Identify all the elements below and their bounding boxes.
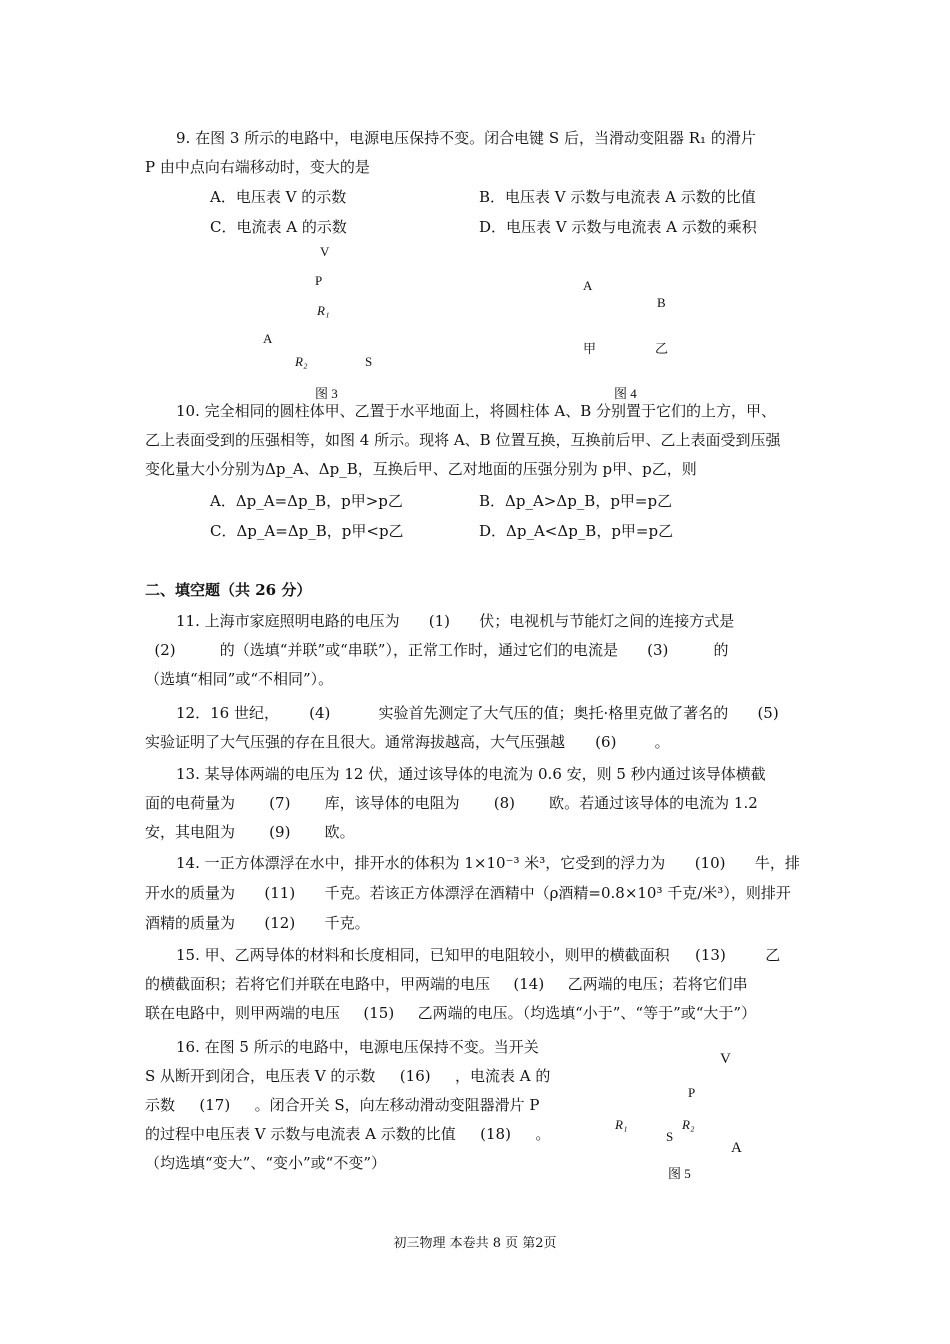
q16-text: 示数 <box>145 1096 176 1114</box>
blank-18: (18) <box>480 1125 511 1143</box>
q12-line1 <box>176 702 803 723</box>
fig3-label-a: A <box>263 331 273 346</box>
q13-line3 <box>145 821 355 842</box>
q14-text: 14. 一正方体漂浮在水中，排开水的体积为 1×10⁻³ 米³，它受到的浮力为 <box>176 854 666 872</box>
fig3-label-r1: R₁ <box>317 303 330 318</box>
q12-text: 12．16 世纪， <box>176 704 279 722</box>
fig3-label-r2: R₂ <box>295 354 308 369</box>
q9-line1: 9. 在图 3 所示的电路中，电源电压保持不变。闭合电键 S 后，当滑动变阻器 R₁ 的滑片 <box>176 129 756 147</box>
q13-text: 欧。若通过该导体的电流为 1.2 <box>549 794 758 812</box>
q12-line2 <box>145 731 670 752</box>
blank-15: (15) <box>363 1004 395 1022</box>
q10-line2: 乙上表面受到的压强相等，如图 4 所示。现将 A、B 位置互换，互换前后甲、乙上表面受到压强 <box>145 431 781 449</box>
blank-14: (14) <box>513 975 545 993</box>
fig4-label-jia: 甲 <box>583 341 597 356</box>
blank-11: (11) <box>264 884 296 902</box>
q14-line3 <box>145 912 370 933</box>
fig5-label-s: S <box>666 1129 674 1144</box>
q15-text: 15. 甲、乙两导体的材料和长度相同，已知甲的电阻较小，则甲的横截面积 <box>176 946 670 964</box>
fig4-label-a: A <box>583 278 593 293</box>
q15-text: 联在电路中，则甲两端的电压 <box>145 1004 341 1022</box>
blank-8: (8) <box>493 794 515 812</box>
fig3-label-p: P <box>315 273 323 288</box>
blank-12: (12) <box>264 914 296 932</box>
q13-text: 欧。 <box>324 823 355 841</box>
blank-7: (7) <box>269 794 291 812</box>
q13-line2 <box>145 792 758 813</box>
q14-text: 千克。若该正方体漂浮在酒精中（ρ酒精=0.8×10³ 千克/米³），则排开 <box>324 884 791 902</box>
q12-text: 。 <box>654 733 670 751</box>
q15-text: 乙 <box>765 946 781 964</box>
section-title: 二、填空题（共 26 分） <box>145 581 312 599</box>
fig3-caption: 图 3 <box>315 386 338 401</box>
fig5-label-v: V <box>720 1051 731 1067</box>
q13-line1: 13. 某导体两端的电压为 12 伏，通过该导体的电流为 0.6 安，则 5 秒内通过该导体横截 <box>176 765 766 783</box>
blank-17: (17) <box>199 1096 231 1114</box>
q16-line2 <box>145 1065 550 1086</box>
q16-line5: （均选填“变大”、“变小”或“不变”） <box>145 1154 387 1172</box>
q11-text: 伏；电视机与节能灯之间的连接方式是 <box>479 612 735 630</box>
q9-option-a: A．电压表 V 的示数 <box>210 188 347 206</box>
q11-line3: （选填“相同”或“不相同”）。 <box>145 670 334 688</box>
q11-text: 的 <box>713 641 729 659</box>
blank-4: (4) <box>309 704 331 722</box>
q14-line1 <box>176 852 800 873</box>
blank-3: (3) <box>647 641 669 659</box>
q13-text: 安，其电阻为 <box>145 823 236 841</box>
q16-text: 。闭合开关 S，向左移动滑动变阻器滑片 P <box>254 1096 540 1114</box>
q16-text: S 从断开到闭合，电压表 V 的示数 <box>145 1067 376 1085</box>
q16-line1: 16. 在图 5 所示的电路中，电源电压保持不变。当开关 <box>176 1038 539 1056</box>
q14-text: 酒精的质量为 <box>145 914 236 932</box>
q11-line2 <box>145 639 729 660</box>
q14-text: 开水的质量为 <box>145 884 236 902</box>
blank-2: (2) <box>154 641 176 659</box>
q12-text: 实验证明了大气压强的存在且很大。通常海拔越高，大气压强越 <box>145 733 566 751</box>
fig5-label-r2: R₂ <box>682 1117 695 1132</box>
q13-text: 库，该导体的电阻为 <box>324 794 460 812</box>
q11-text: 的（选填“并联”或“串联”），正常工作时，通过它们的电流是 <box>219 641 618 659</box>
q13-text: 面的电荷量为 <box>145 794 236 812</box>
q15-text: 的横截面积；若将它们并联在电路中，甲两端的电压 <box>145 975 491 993</box>
page-footer: 初三物理 本卷共 8 页 第2页 <box>393 1236 557 1251</box>
q16-line3 <box>145 1094 540 1115</box>
fig3-label-v: V <box>320 244 330 259</box>
blank-6: (6) <box>595 733 617 751</box>
q16-text: 的过程中电压表 V 示数与电流表 A 示数的比值 <box>145 1125 456 1143</box>
blank-13: (13) <box>695 946 726 964</box>
fig4-caption: 图 4 <box>614 386 637 401</box>
fig5-label-p: P <box>688 1085 696 1100</box>
q11-line1 <box>176 610 734 631</box>
blank-1: (1) <box>428 612 451 630</box>
fig5-caption: 图 5 <box>668 1166 691 1181</box>
q15-text: 乙两端的电压。（均选填“小于”、“等于”或“大于”） <box>417 1004 757 1022</box>
fig4-label-yi: 乙 <box>655 341 669 356</box>
q15-line3 <box>145 1002 756 1023</box>
q9-option-c: C．电流表 A 的示数 <box>210 218 347 236</box>
q16-text: 。 <box>535 1125 551 1143</box>
q14-line2 <box>145 882 791 903</box>
q15-text: 乙两端的电压；若将它们串 <box>567 975 748 993</box>
q12-text: 实验首先测定了大气压的值；奥托·格里克做了著名的 <box>378 704 729 722</box>
fig4-label-b: B <box>657 295 666 310</box>
q10-option-c: C．Δp_A=Δp_B，p甲<p乙 <box>210 522 404 540</box>
q11-text: 11. 上海市家庭照明电路的电压为 <box>176 612 400 630</box>
fig5-label-r1: R₁ <box>615 1117 628 1132</box>
fig5-label-a: A <box>731 1140 742 1156</box>
q10-option-d: D．Δp_A<Δp_B，p甲=p乙 <box>479 522 674 540</box>
q9-option-b: B．电压表 V 示数与电流表 A 示数的比值 <box>479 188 756 206</box>
q10-line3: 变化量大小分别为Δp_A、Δp_B，互换后甲、乙对地面的压强分别为 p甲、p乙，则 <box>145 460 697 478</box>
blank-5: (5) <box>757 704 779 722</box>
q14-text: 牛，排 <box>754 854 800 872</box>
q10-line1: 10. 完全相同的圆柱体甲、乙置于水平地面上，将圆柱体 A、B 分别置于它们的上方，甲、 <box>176 402 777 420</box>
q10-option-b: B．Δp_A>Δp_B，p甲=p乙 <box>479 492 673 510</box>
q10-option-a: A．Δp_A=Δp_B，p甲>p乙 <box>210 492 403 510</box>
blank-16: (16) <box>399 1067 431 1085</box>
blank-10: (10) <box>694 854 726 872</box>
q15-line1 <box>176 944 780 965</box>
q16-line4 <box>145 1123 550 1144</box>
q14-text: 千克。 <box>324 914 370 932</box>
q15-line2 <box>145 973 748 994</box>
fig3-label-s: S <box>365 354 373 369</box>
blank-9: (9) <box>269 823 291 841</box>
q16-text: ，电流表 A 的 <box>454 1067 551 1085</box>
q9-line2: P 由中点向右端移动时，变大的是 <box>145 158 370 176</box>
q9-option-d: D．电压表 V 示数与电流表 A 示数的乘积 <box>479 218 757 236</box>
